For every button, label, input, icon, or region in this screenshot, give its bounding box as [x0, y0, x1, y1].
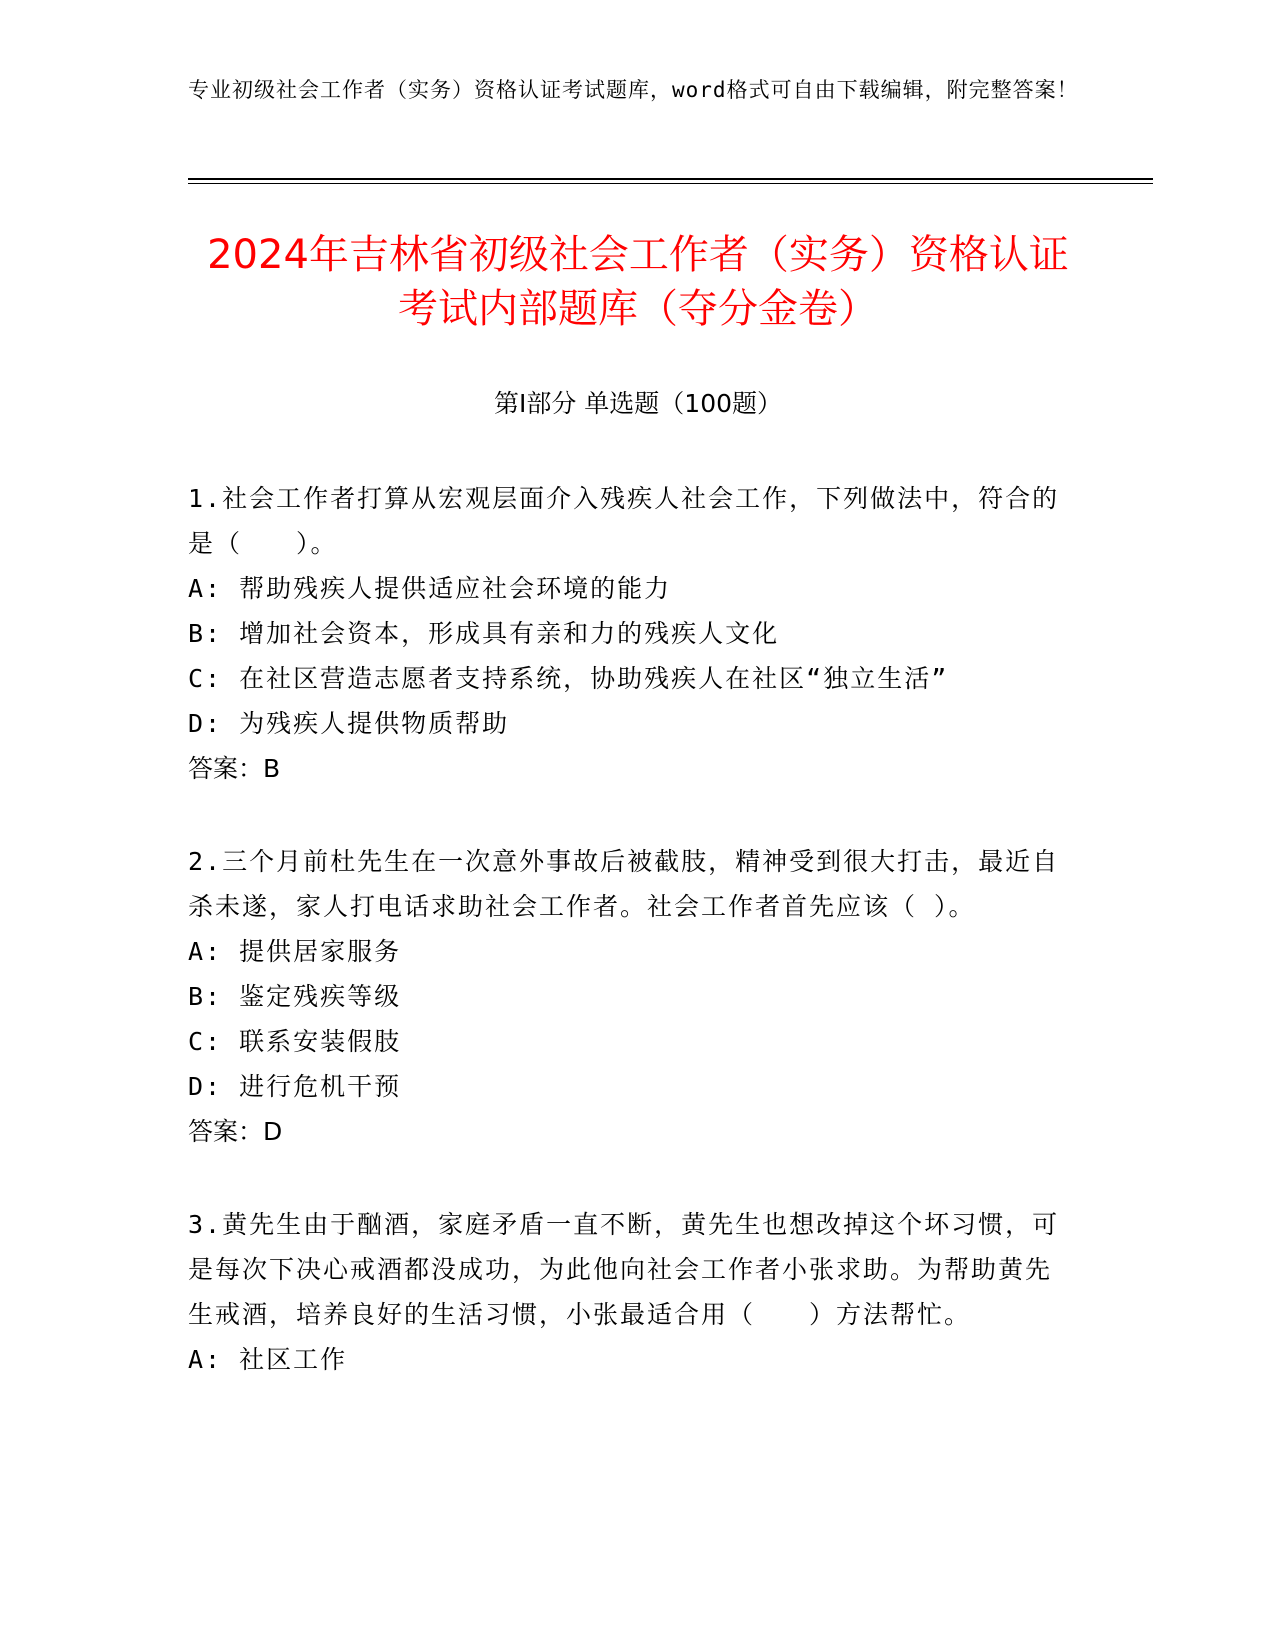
document-title: 2024年吉林省初级社会工作者（实务）资格认证考试内部题库（夺分金卷）	[207, 232, 1069, 332]
option-d: D: 进行危机干预	[188, 1072, 402, 1101]
section-heading: 第Ⅰ部分 单选题（100题）	[493, 389, 783, 418]
option-c: C: 联系安装假肢	[188, 1027, 402, 1056]
question-stem: 2.三个月前杜先生在一次意外事故后被截肢，精神受到很大打击，最近自杀未遂，家人打电话求助社会工作者。社会工作者首先应该（ ）。	[188, 847, 1060, 921]
question-stem: 3.黄先生由于酗酒，家庭矛盾一直不断，黄先生也想改掉这个坏习惯，可是每次下决心戒酒都没成功，为此他向社会工作者小张求助。为帮助黄先生戒酒，培养良好的生活习惯，小张最适合用（ ）方法帮忙。	[188, 1210, 1060, 1329]
option-b: B: 鉴定残疾等级	[188, 982, 402, 1011]
header-note: 专业初级社会工作者（实务）资格认证考试题库，word格式可自由下载编辑，附完整答案！	[188, 78, 1079, 102]
question-3	[188, 1202, 1063, 1382]
option-b: B: 增加社会资本，形成具有亲和力的残疾人文化	[188, 619, 780, 648]
question-list	[188, 476, 1063, 1430]
header-divider-thick	[188, 178, 1153, 180]
answer: 答案：B	[188, 754, 281, 783]
question-1	[188, 476, 1063, 791]
question-stem: 1.社会工作者打算从宏观层面介入残疾人社会工作，下列做法中，符合的是（ ）。	[188, 484, 1060, 558]
option-a: A: 提供居家服务	[188, 937, 402, 966]
header-divider-thin	[188, 183, 1153, 184]
option-a: A: 帮助残疾人提供适应社会环境的能力	[188, 574, 672, 603]
option-a: A: 社区工作	[188, 1345, 348, 1374]
option-c: C: 在社区营造志愿者支持系统，协助残疾人在社区“独立生活”	[188, 664, 949, 693]
option-d: D: 为残疾人提供物质帮助	[188, 709, 510, 738]
answer: 答案：D	[188, 1117, 283, 1146]
question-2	[188, 839, 1063, 1154]
